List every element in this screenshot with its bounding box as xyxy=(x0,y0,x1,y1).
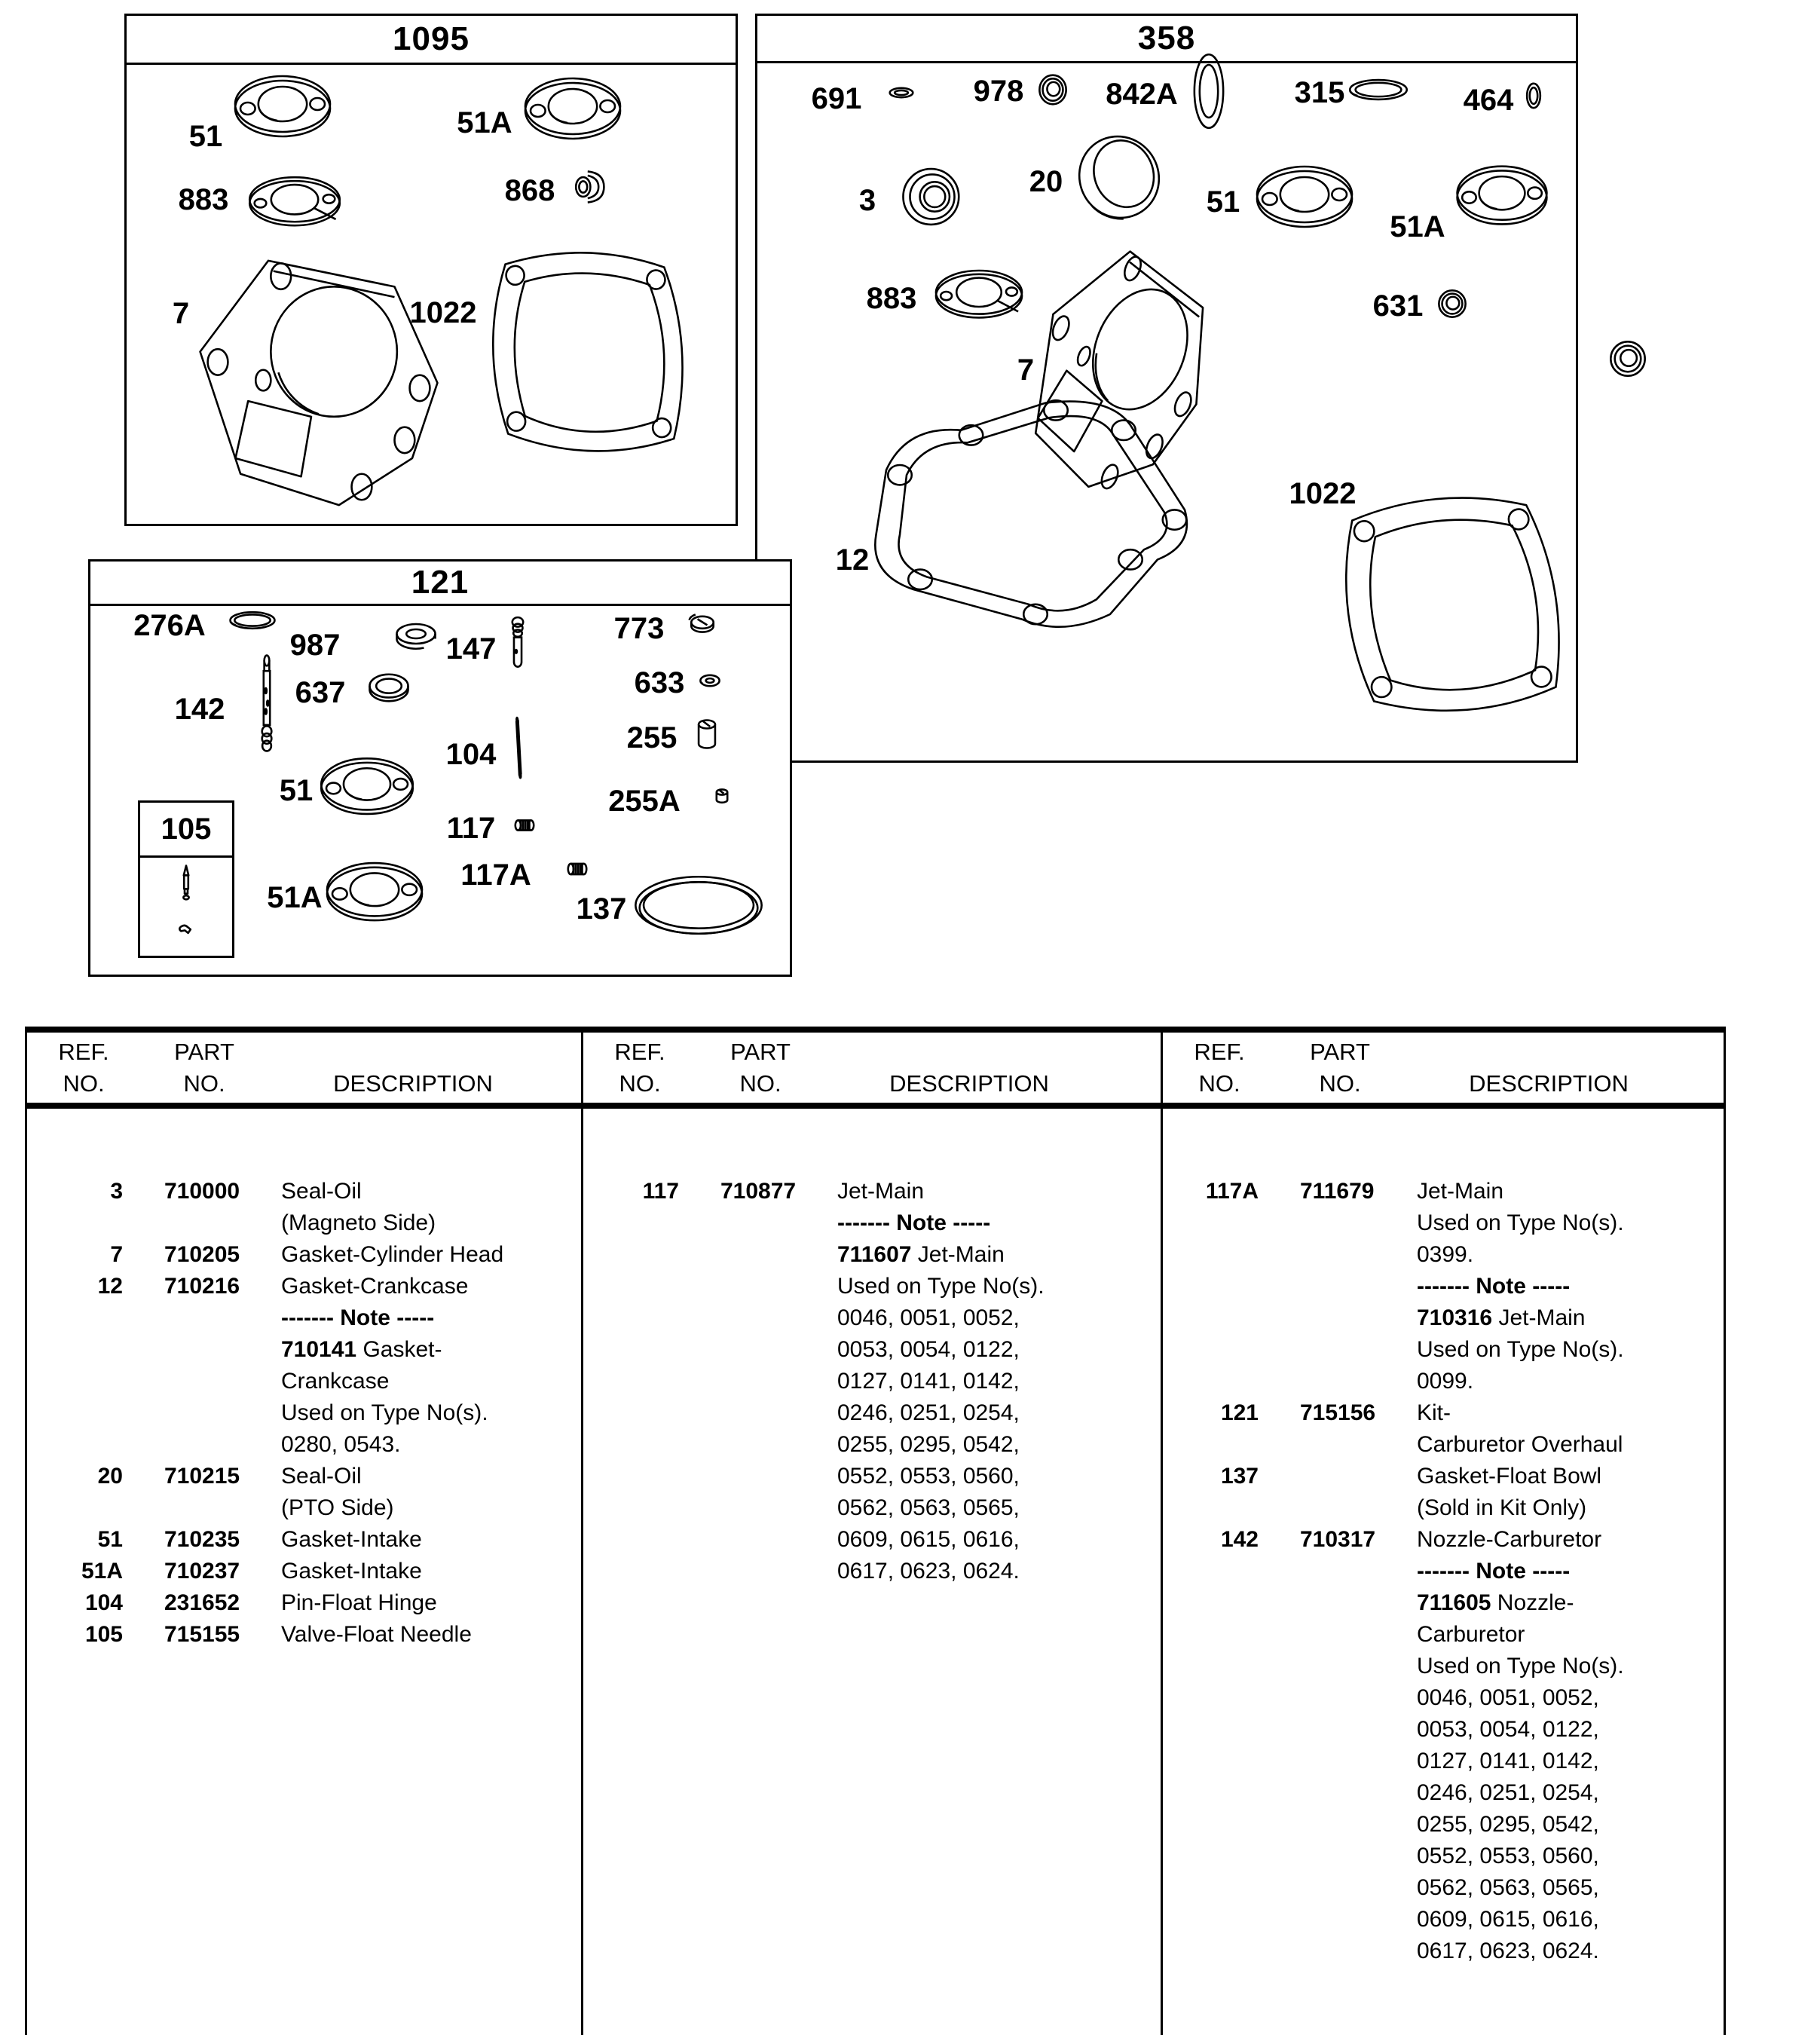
idle-screw-icon xyxy=(504,615,531,674)
description-cell: Gasket-Intake xyxy=(281,1527,422,1552)
table-row-line xyxy=(25,1207,581,1239)
cover-gasket-icon xyxy=(467,228,709,478)
parts-box-1095 xyxy=(124,14,738,526)
table-row-line xyxy=(1161,1556,1726,1587)
part-label-121-51: 51 xyxy=(279,774,314,807)
description-text: Gasket- xyxy=(356,1337,442,1362)
ref-no-cell: 121 xyxy=(1220,1400,1259,1425)
description-text: Nozzle- xyxy=(1491,1590,1574,1615)
part-no-cell: 710215 xyxy=(164,1464,240,1489)
table-row-line xyxy=(1161,1524,1726,1556)
flange-gasket-icon xyxy=(520,72,626,148)
flange-gasket-icon xyxy=(230,70,335,145)
oval-ring-sm-icon xyxy=(889,84,914,101)
table-row-line xyxy=(581,1271,1161,1302)
table-header-part_line2-col3: NO. xyxy=(1319,1070,1361,1097)
table-row-line xyxy=(1161,1809,1726,1841)
table-row-line xyxy=(1161,1397,1726,1429)
note-part-number: 711605 xyxy=(1417,1590,1491,1615)
description-cell: 0246, 0251, 0254, xyxy=(1417,1780,1599,1805)
nozzle-tube-icon xyxy=(251,651,283,755)
table-row-line xyxy=(1161,1176,1726,1207)
description-cell: Gasket-Intake xyxy=(281,1559,422,1584)
table-row-line xyxy=(581,1397,1161,1429)
table-row-line xyxy=(25,1239,581,1271)
description-cell: Used on Type No(s). xyxy=(281,1400,488,1425)
head-gasket-icon xyxy=(193,253,445,513)
description-cell: 0046, 0051, 0052, xyxy=(1417,1685,1599,1710)
seal-ring-icon xyxy=(367,670,411,706)
description-cell: Crankcase xyxy=(281,1369,390,1394)
part-no-cell: 715155 xyxy=(164,1622,240,1647)
description-cell: 0255, 0295, 0542, xyxy=(1417,1812,1599,1837)
part-label-358-691: 691 xyxy=(811,82,862,115)
description-cell: (Magneto Side) xyxy=(281,1210,436,1235)
description-cell: Kit- xyxy=(1417,1400,1451,1425)
note-divider: ------- Note ----- xyxy=(1417,1274,1571,1299)
ref-no-cell: 142 xyxy=(1220,1527,1259,1552)
description-cell: 0280, 0543. xyxy=(281,1432,401,1457)
description-cell: Nozzle-Carburetor xyxy=(1417,1527,1602,1552)
description-cell: Pin-Float Hinge xyxy=(281,1590,437,1615)
note-part-number: 711607 xyxy=(837,1242,912,1267)
table-row-line xyxy=(1161,1239,1726,1271)
cup-slotted-icon xyxy=(685,610,720,640)
part-label-121-104: 104 xyxy=(445,738,497,771)
part-label-121-255A: 255A xyxy=(608,785,681,818)
parts-box-title-358: 358 xyxy=(757,16,1576,63)
ref-no-cell: 3 xyxy=(110,1179,123,1204)
table-header-ref_line1-col1: REF. xyxy=(58,1039,109,1065)
part-label-358-315: 315 xyxy=(1294,76,1345,109)
description-cell xyxy=(281,1302,434,1334)
note-part-number: 710141 xyxy=(281,1337,357,1362)
ref-no-cell: 51 xyxy=(97,1527,123,1552)
description-cell xyxy=(1417,1587,1574,1619)
oil-seal-icon xyxy=(901,166,963,228)
part-no-cell: 711679 xyxy=(1300,1179,1375,1204)
jet-icon xyxy=(511,814,538,837)
part-label-358-51A: 51A xyxy=(1390,210,1445,243)
table-row-line xyxy=(25,1302,581,1334)
ref-no-cell: 51A xyxy=(81,1559,123,1584)
table-row-line xyxy=(1161,1651,1726,1682)
ref-no-cell: 104 xyxy=(84,1590,123,1615)
table-row-line xyxy=(1161,1207,1726,1239)
flange-gasket-sm-icon xyxy=(246,171,344,233)
description-text: Jet-Main xyxy=(911,1242,1005,1267)
flange-gasket-icon xyxy=(1252,161,1357,236)
ref-no-cell: 117 xyxy=(642,1179,679,1204)
table-row-line xyxy=(25,1587,581,1619)
part-label-358-842A: 842A xyxy=(1106,78,1178,111)
table-row-line xyxy=(581,1461,1161,1492)
cover-gasket-icon xyxy=(1308,459,1597,751)
part-label-1095-1022: 1022 xyxy=(409,296,477,329)
part-label-121-276A: 276A xyxy=(133,609,206,642)
table-header-ref_line2-col2: NO. xyxy=(619,1070,661,1097)
ref-no-cell: 117A xyxy=(1205,1179,1259,1204)
small-washer-icon xyxy=(699,672,721,690)
table-header-part_line2-col2: NO. xyxy=(739,1070,782,1097)
part-label-121-637: 637 xyxy=(295,676,346,709)
sub-parts-box-title-105: 105 xyxy=(140,803,232,858)
table-row-line xyxy=(1161,1746,1726,1777)
table-row-line xyxy=(1161,1334,1726,1366)
table-row-line xyxy=(581,1524,1161,1556)
table-row-line xyxy=(25,1176,581,1207)
table-row-line xyxy=(1161,1271,1726,1302)
part-no-cell: 710237 xyxy=(164,1559,240,1584)
table-header-ref_line2-col3: NO. xyxy=(1198,1070,1240,1097)
description-text: Jet-Main xyxy=(1492,1305,1586,1330)
table-row-line xyxy=(1161,1904,1726,1936)
description-cell: 0609, 0615, 0616, xyxy=(837,1527,1020,1552)
parts-box-title-121: 121 xyxy=(90,562,790,606)
table-row-line xyxy=(1161,1302,1726,1334)
ref-no-cell: 105 xyxy=(84,1622,123,1647)
parts-box-121 xyxy=(88,559,792,977)
part-label-1095-868: 868 xyxy=(504,174,555,207)
cup-icon xyxy=(691,716,723,754)
table-row-line xyxy=(581,1334,1161,1366)
description-cell: (Sold in Kit Only) xyxy=(1417,1495,1587,1520)
part-label-358-7: 7 xyxy=(1017,353,1035,387)
description-cell: Seal-Oil xyxy=(281,1464,362,1489)
table-column-3 xyxy=(1161,1176,1726,1967)
parts-box-358 xyxy=(755,14,1578,763)
table-row-line xyxy=(25,1366,581,1397)
table-row-line xyxy=(1161,1841,1726,1872)
table-row-line xyxy=(581,1176,1161,1207)
table-header-part_line2-col1: NO. xyxy=(183,1070,225,1097)
table-header-part_line1-col2: PART xyxy=(730,1039,791,1065)
description-cell xyxy=(1417,1302,1585,1334)
oil-seal-large-icon xyxy=(1073,133,1165,222)
table-row-line xyxy=(1161,1619,1726,1651)
description-cell: Gasket-Crankcase xyxy=(281,1274,469,1299)
table-row-line xyxy=(581,1366,1161,1397)
table-header-ref_line1-col2: REF. xyxy=(614,1039,665,1065)
crankcase-gasket-icon xyxy=(859,390,1198,639)
tiny-oval-ring-icon xyxy=(1524,82,1543,109)
oval-ring-icon xyxy=(228,605,277,635)
part-no-cell: 710205 xyxy=(164,1242,240,1267)
description-cell: Gasket-Cylinder Head xyxy=(281,1242,504,1267)
table-row-line xyxy=(1161,1492,1726,1524)
table-row-line xyxy=(1161,1587,1726,1619)
ref-no-cell: 12 xyxy=(97,1274,123,1299)
flange-gasket-sm-icon xyxy=(932,265,1026,325)
flange-gasket-icon xyxy=(317,753,418,822)
part-no-cell: 710317 xyxy=(1300,1527,1376,1552)
table-row-line xyxy=(25,1492,581,1524)
part-label-1095-51A: 51A xyxy=(457,106,512,139)
table-top-border xyxy=(25,1027,1726,1033)
ref-no-cell: 137 xyxy=(1220,1464,1259,1489)
note-divider: ------- Note ----- xyxy=(1417,1559,1571,1584)
description-cell: 0552, 0553, 0560, xyxy=(837,1464,1020,1489)
part-label-121-773: 773 xyxy=(613,612,665,645)
part-no-cell: 715156 xyxy=(1300,1400,1376,1425)
description-cell: Seal-Oil xyxy=(281,1179,362,1204)
part-label-121-987: 987 xyxy=(289,629,341,662)
table-row-line xyxy=(25,1271,581,1302)
description-cell: 0609, 0615, 0616, xyxy=(1417,1907,1599,1932)
flange-gasket-icon xyxy=(322,858,427,929)
part-no-cell: 710216 xyxy=(164,1274,240,1299)
note-divider: ------- Note ----- xyxy=(281,1305,435,1330)
table-row-line xyxy=(581,1556,1161,1587)
description-cell: 0127, 0141, 0142, xyxy=(1417,1749,1599,1773)
table-row-line xyxy=(581,1302,1161,1334)
part-no-cell: 231652 xyxy=(164,1590,240,1615)
description-cell: Carburetor Overhaul xyxy=(1417,1432,1623,1457)
description-cell xyxy=(837,1239,1005,1271)
part-label-121-117A: 117A xyxy=(460,858,531,892)
note-part-number: 710316 xyxy=(1417,1305,1493,1330)
description-cell: 0053, 0054, 0122, xyxy=(837,1337,1020,1362)
part-label-121-117: 117 xyxy=(446,812,496,845)
table-header-desc-col3: DESCRIPTION xyxy=(1469,1070,1629,1097)
part-label-358-3: 3 xyxy=(858,184,876,217)
description-cell: Used on Type No(s). xyxy=(1417,1210,1624,1235)
part-label-358-51: 51 xyxy=(1206,185,1240,219)
part-no-cell: 710877 xyxy=(720,1179,797,1204)
part-label-358-1022: 1022 xyxy=(1289,477,1357,510)
float-hinge-pin-icon xyxy=(508,718,529,779)
part-label-358-631: 631 xyxy=(1372,289,1424,323)
float-bowl-oring-icon xyxy=(632,861,766,950)
description-cell: 0617, 0623, 0624. xyxy=(837,1559,1020,1584)
part-label-358-883: 883 xyxy=(866,282,917,315)
description-cell: Gasket-Float Bowl xyxy=(1417,1464,1602,1489)
part-label-1095-51: 51 xyxy=(188,120,223,153)
description-cell: 0127, 0141, 0142, xyxy=(837,1369,1020,1394)
table-row-line xyxy=(581,1429,1161,1461)
ref-no-cell: 7 xyxy=(110,1242,123,1267)
needle-valve-icon xyxy=(171,864,201,912)
part-label-121-142: 142 xyxy=(174,693,225,726)
part-label-121-633: 633 xyxy=(634,666,685,699)
plug-icon xyxy=(566,167,611,207)
table-row-line xyxy=(1161,1777,1726,1809)
table-row-line xyxy=(25,1619,581,1651)
tall-oval-ring-icon xyxy=(1187,51,1231,131)
description-cell: Carburetor xyxy=(1417,1622,1525,1647)
description-cell: Valve-Float Needle xyxy=(281,1622,472,1647)
washer-ring-icon xyxy=(1436,288,1468,320)
description-cell: 0562, 0563, 0565, xyxy=(837,1495,1020,1520)
part-label-121-137: 137 xyxy=(576,892,627,926)
description-cell: 0053, 0054, 0122, xyxy=(1417,1717,1599,1742)
table-row-line xyxy=(581,1207,1161,1239)
part-label-1095-883: 883 xyxy=(178,183,229,216)
description-cell: (PTO Side) xyxy=(281,1495,394,1520)
table-column-1 xyxy=(25,1176,581,1651)
table-header-part_line1-col1: PART xyxy=(174,1039,234,1065)
description-cell: 0399. xyxy=(1417,1242,1474,1267)
table-row-line xyxy=(25,1334,581,1366)
part-label-1095-7: 7 xyxy=(172,297,190,330)
description-cell: Used on Type No(s). xyxy=(837,1274,1045,1299)
part-label-358-464: 464 xyxy=(1463,84,1514,117)
table-header-ref_line2-col1: NO. xyxy=(63,1070,105,1097)
table-row-line xyxy=(581,1239,1161,1271)
cup-small-icon xyxy=(711,785,733,808)
flange-gasket-icon xyxy=(1452,161,1552,233)
description-cell xyxy=(1417,1271,1570,1302)
table-row-line xyxy=(1161,1366,1726,1397)
washer-ring-icon xyxy=(1037,72,1069,107)
table-header-desc-col2: DESCRIPTION xyxy=(889,1070,1049,1097)
table-header-part_line1-col3: PART xyxy=(1310,1039,1370,1065)
note-divider: ------- Note ----- xyxy=(837,1210,991,1235)
table-column-2 xyxy=(581,1176,1161,1587)
part-label-121-255: 255 xyxy=(626,721,678,754)
table-row-line xyxy=(25,1461,581,1492)
description-cell xyxy=(281,1334,442,1366)
description-cell: 0246, 0251, 0254, xyxy=(837,1400,1020,1425)
table-row-line xyxy=(581,1492,1161,1524)
description-cell: Jet-Main xyxy=(1417,1179,1504,1204)
table-header-ref_line1-col3: REF. xyxy=(1194,1039,1245,1065)
table-row-line xyxy=(1161,1429,1726,1461)
clip-icon xyxy=(172,920,199,944)
table-row-line xyxy=(25,1524,581,1556)
jet-icon xyxy=(564,857,591,881)
table-row-line xyxy=(1161,1461,1726,1492)
table-header-divider xyxy=(25,1103,1726,1109)
table-row-line xyxy=(25,1556,581,1587)
description-cell: Used on Type No(s). xyxy=(1417,1337,1624,1362)
description-cell: 0617, 0623, 0624. xyxy=(1417,1939,1599,1963)
table-row-line xyxy=(25,1429,581,1461)
table-row-line xyxy=(1161,1682,1726,1714)
table-header-desc-col1: DESCRIPTION xyxy=(333,1070,493,1097)
description-cell: Used on Type No(s). xyxy=(1417,1654,1624,1678)
description-cell: Jet-Main xyxy=(837,1179,925,1204)
part-label-358-978: 978 xyxy=(973,75,1024,108)
part-no-cell: 710000 xyxy=(164,1179,240,1204)
parts-box-title-1095: 1095 xyxy=(127,16,736,65)
description-cell: 0255, 0295, 0542, xyxy=(837,1432,1020,1457)
part-no-cell: 710235 xyxy=(164,1527,240,1552)
description-cell xyxy=(1417,1556,1570,1587)
table-row-line xyxy=(1161,1872,1726,1904)
table-row-line xyxy=(1161,1714,1726,1746)
part-label-121-147: 147 xyxy=(445,632,497,666)
parts-table xyxy=(25,1027,1726,2035)
description-cell: 0046, 0051, 0052, xyxy=(837,1305,1020,1330)
table-row-line xyxy=(1161,1936,1726,1967)
part-label-121-51A: 51A xyxy=(267,881,323,914)
description-cell xyxy=(837,1207,990,1239)
description-cell: 0552, 0553, 0560, xyxy=(1417,1844,1599,1868)
washer-ring-icon xyxy=(1607,338,1648,379)
description-cell: 0562, 0563, 0565, xyxy=(1417,1875,1599,1900)
part-label-358-20: 20 xyxy=(1029,165,1063,198)
table-row-line xyxy=(25,1397,581,1429)
part-label-358-12: 12 xyxy=(835,543,870,577)
oval-ring-icon xyxy=(1347,72,1409,108)
sub-parts-box-105 xyxy=(138,800,234,958)
grommet-icon xyxy=(394,619,438,656)
description-cell: 0099. xyxy=(1417,1369,1474,1394)
ref-no-cell: 20 xyxy=(97,1464,123,1489)
